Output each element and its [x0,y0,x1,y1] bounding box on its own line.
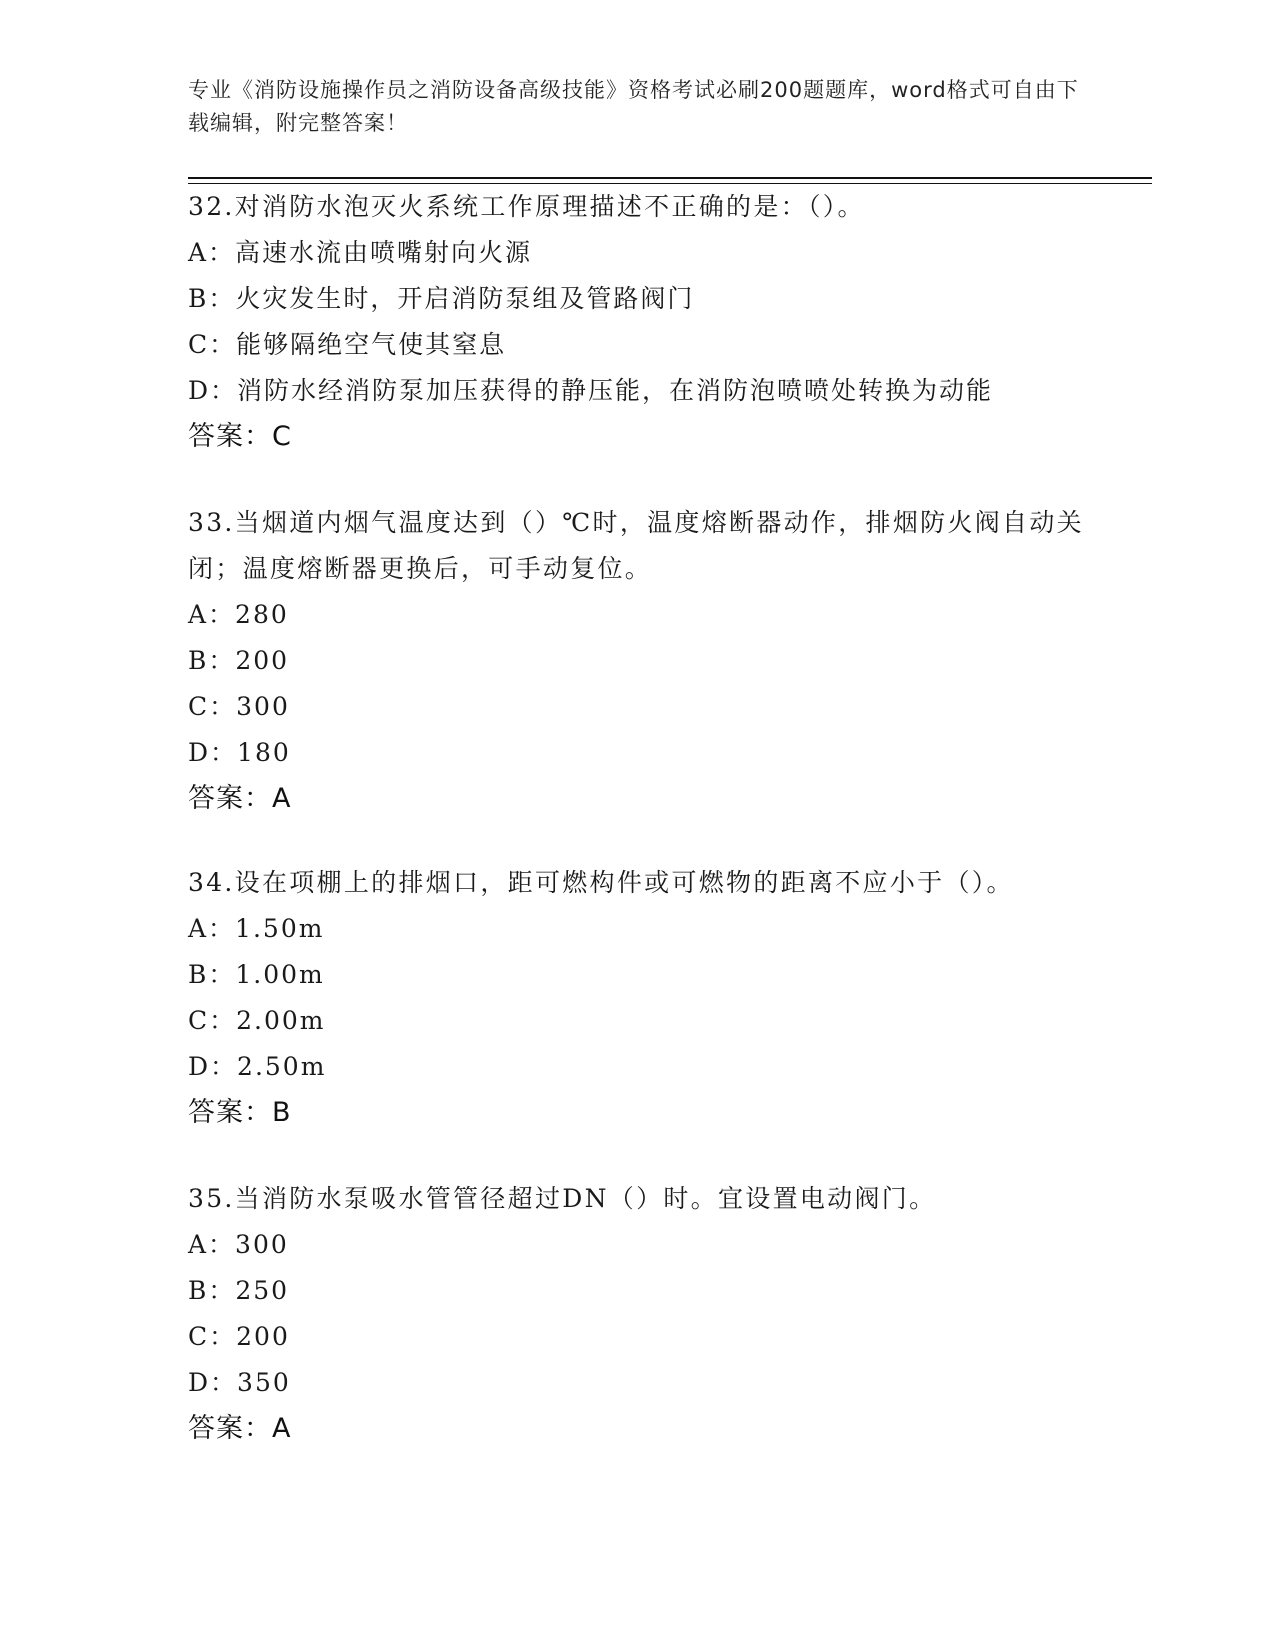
option-a: A：高速水流由喷嘴射向火源 [188,238,533,267]
option-d: D：2.50m [188,1052,327,1081]
option-a: A：1.50m [188,914,325,943]
document-header: 专业《消防设施操作员之消防设备高级技能》资格考试必刷200题题库，word格式可自由下载编辑，附完整答案！ [188,78,1079,135]
answer: 答案：A [188,1413,292,1444]
answer: 答案：B [188,1097,292,1128]
question-stem: 32.对消防水泡灭火系统工作原理描述不正确的是：（）。 [188,192,865,221]
header-rule-thick [188,177,1152,179]
option-c: C：300 [188,692,290,721]
option-a: A：280 [188,600,289,629]
option-c: C：能够隔绝空气使其窒息 [188,330,507,359]
question-35 [188,1176,1088,1452]
question-stem: 34.设在项棚上的排烟口，距可燃构件或可燃物的距离不应小于（）。 [188,868,1014,897]
option-d: D：350 [188,1368,291,1397]
question-32 [188,184,1088,460]
question-33 [188,500,1088,822]
option-b: B：1.00m [188,960,325,989]
question-34 [188,860,1088,1136]
option-c: C：200 [188,1322,290,1351]
option-c: C：2.00m [188,1006,326,1035]
answer: 答案：C [188,421,292,452]
option-b: B：250 [188,1276,290,1305]
answer: 答案：A [188,783,292,814]
option-d: D：消防水经消防泵加压获得的静压能，在消防泡喷喷处转换为动能 [188,376,994,405]
option-a: A：300 [188,1230,289,1259]
option-d: D：180 [188,738,291,767]
question-stem: 35.当消防水泵吸水管管径超过DN（）时。宜设置电动阀门。 [188,1184,937,1213]
option-b: B：火灾发生时，开启消防泵组及管路阀门 [188,284,695,313]
question-stem: 33.当烟道内烟气温度达到（）℃时，温度熔断器动作，排烟防火阀自动关闭；温度熔断器更换后，可手动复位。 [188,508,1084,583]
option-b: B：200 [188,646,290,675]
